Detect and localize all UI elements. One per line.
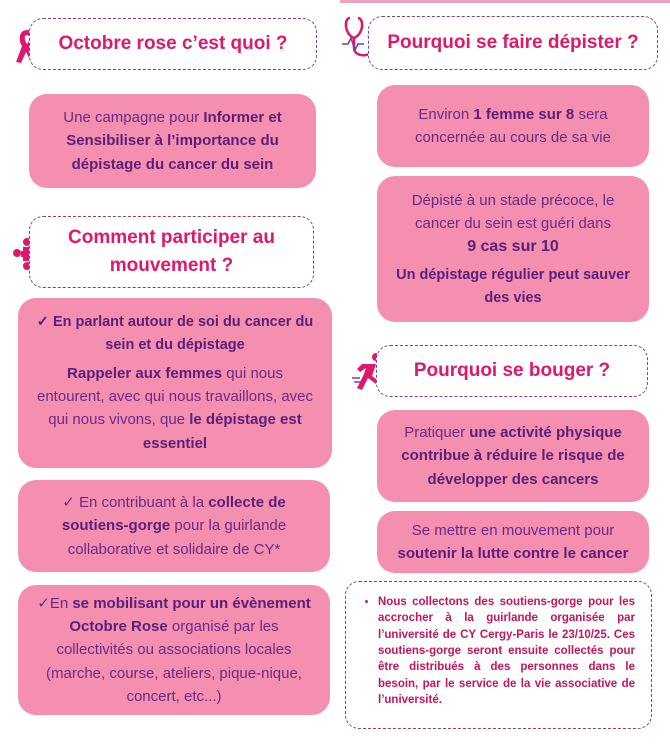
stat-early-detection-box: Dépisté à un stade précoce, le cancer du sein est guéri dans 9 cas sur 10 Un dépistage régulier peut sauver des vies: [377, 176, 649, 322]
top-divider: [340, 0, 670, 3]
heading-pourquoi-bouger: Pourquoi se bouger ?: [376, 345, 648, 397]
collection-note: [345, 581, 652, 729]
heading-pourquoi-depister: Pourquoi se faire dépister ?: [368, 16, 658, 70]
collection-note-text: • Nous collectons des soutiens-gorge pour les accrocher à la guirlande organisée par l’université de CY Cergy-Paris le 23/10/25. Ces soutiens-gorge seront ensuite collectés pour être distribués à des personnes dans le besoin, par le service de la vie associative de l’université.: [378, 594, 635, 708]
movement-box: Se mettre en mouvement pour soutenir la lutte contre le cancer: [377, 511, 649, 573]
heading-comment-participer: Comment participer au mouvement ?: [29, 216, 314, 288]
stat-one-in-eight-box: Environ 1 femme sur 8 sera concernée au cours de sa vie: [377, 85, 649, 167]
definition-box: Une campagne pour Informer et Sensibiliser à l’importance du dépistage du cancer du sein: [29, 94, 316, 188]
participation-collect-box: ✓ En contribuant à la collecte de soutiens-gorge pour la guirlande collaborative et solidaire de CY*: [18, 480, 330, 572]
physical-activity-box: Pratiquer une activité physique contribue à réduire le risque de développer des cancers: [377, 410, 649, 502]
participation-talk-box: ✓ En parlant autour de soi du cancer du sein et du dépistage Rappeler aux femmes qui nous entourent, avec qui nous travaillons, avec qui nous vivons, que le dépistage est essentiel: [18, 298, 332, 468]
participation-event-box: ✓En se mobilisant pour un évènement Octobre Rose organisé par les collectivités ou associations locales (marche, course, ateliers, pique-nique, concert, etc...): [18, 585, 330, 715]
heading-octobre-rose: Octobre rose c’est quoi ?: [29, 18, 317, 70]
